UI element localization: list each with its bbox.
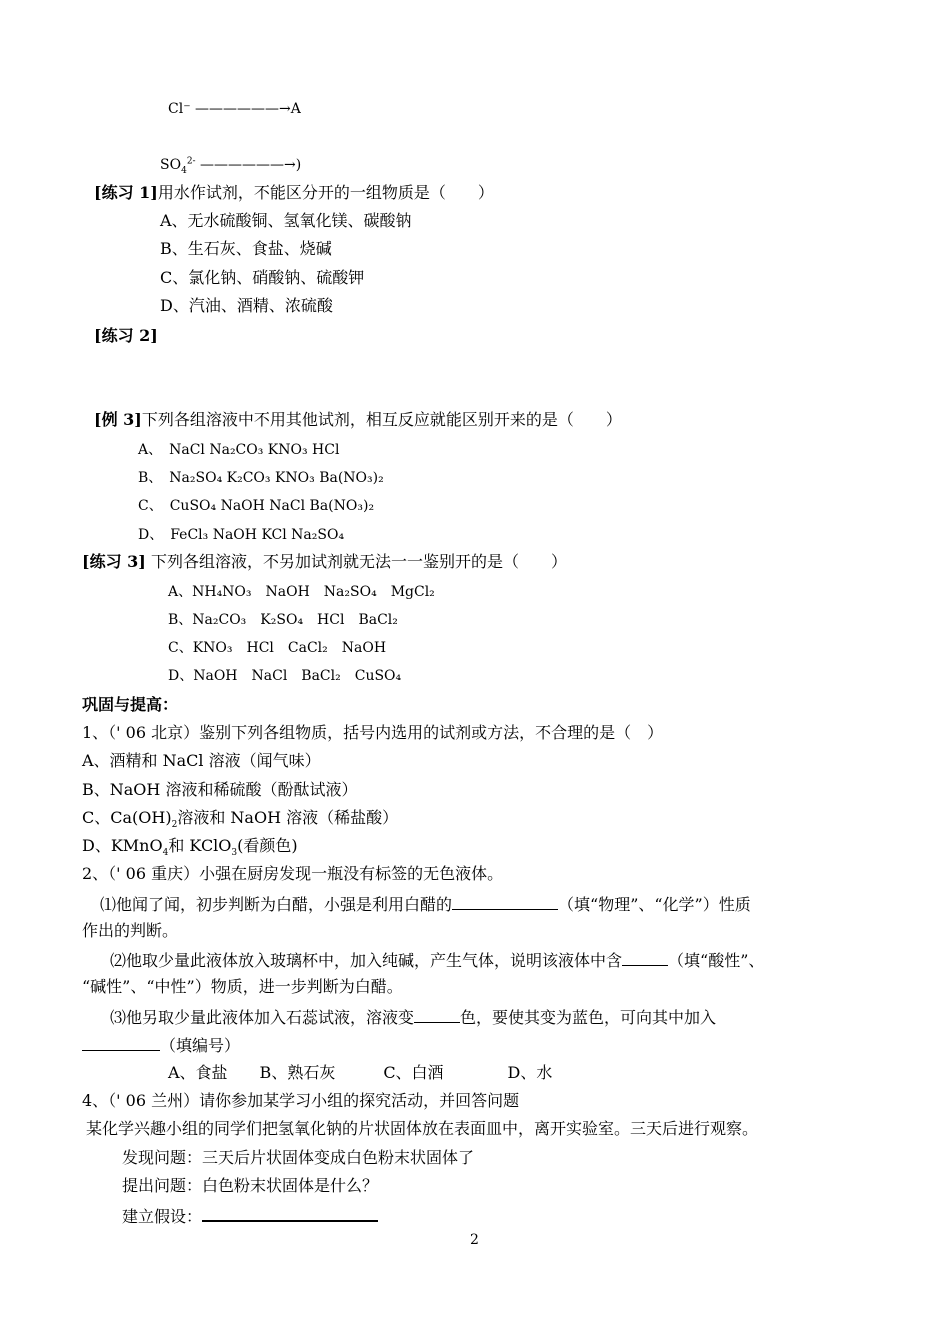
question-2-part-2-cont: “碱性”、“中性”）物质，进一步判断为白醋。 [82,977,403,996]
example-3-option-b: B、 Na₂SO₄ K₂CO₃ KNO₃ Ba(NO₃)₂ [138,470,384,486]
question-1-stem: 1、（' 06 北京）鉴别下列各组物质，括号内选用的试剂或方法，不合理的是（ ） [82,723,664,742]
section-heading: 巩固与提高： [82,695,179,714]
exercise-1-option-c: C、氯化钠、硝酸钠、硫酸钾 [160,268,365,287]
exercise-1-question: [练习 1]用水作试剂，不能区分开的一组物质是（ ） [94,183,494,202]
question-2-part-1: ⑴他闻了闻，初步判断为白醋，小强是利用白醋的 （填“物理”、“化学”）性质 [100,895,751,914]
question-2-part-3-cont: （填编号） [82,1034,240,1056]
question-4-line-1: 发现问题：三天后片状固体变成白色粉末状固体了 [122,1148,475,1167]
exercise-2-heading: [练习 2] [94,326,158,345]
example-3-option-a: A、 NaCl Na₂CO₃ KNO₃ HCl [138,442,340,458]
exercise-1-option-b: B、生石灰、食盐、烧碱 [160,239,332,258]
blank-2[interactable] [622,949,668,966]
exercise-3-option-a: A、NH₄NO₃ NaOH Na₂SO₄ MgCl₂ [168,584,435,600]
exercise-1-option-d: D、汽油、酒精、浓硫酸 [160,296,333,315]
question-1-option-c: C、$Ca(OH)_2$溶液和 NaOH 溶液（稀盐酸） [82,808,399,831]
exercise-1-option-a: A、无水硫酸铜、氢氧化镁、碳酸钠 [160,211,412,230]
question-4-line-2: 提出问题：白色粉末状固体是什么？ [122,1176,379,1195]
example-3-question: [例 3]下列各组溶液中不用其他试剂，相互反应就能区别开来的是（ ） [94,410,622,429]
question-4-intro: 某化学兴趣小组的同学们把氢氧化钠的片状固体放在表面皿中，离开实验室。三天后进行观察。 [86,1119,759,1138]
question-1-option-a: A、酒精和 NaCl 溶液（闻气味） [82,751,321,770]
so4-arrow-line: $SO_4^{2-}$ ——————→) [160,156,302,176]
example-3-option-d: D、 FeCl₃ NaOH KCl Na₂SO₄ [138,527,345,543]
cl-arrow-line: Cl⁻ ——————→A [168,101,301,117]
blank-3[interactable] [414,1006,460,1023]
page-number: 2 [470,1232,479,1248]
example-3-option-c: C、 CuSO₄ NaOH NaCl Ba(NO₃)₂ [138,498,375,514]
exercise-3-question: [练习 3] 下列各组溶液，不另加试剂就无法一一鉴别开的是（ ） [82,552,567,571]
exercise-3-option-c: C、KNO₃ HCl CaCl₂ NaOH [168,640,387,656]
question-2-options: A、食盐 B、熟石灰 C、白酒 D、水 [168,1063,553,1082]
question-2-part-1-cont: 作出的判断。 [82,921,179,940]
question-1-option-b: B、NaOH 溶液和稀硫酸（酚酞试液） [82,780,358,799]
hypothesis-blank[interactable] [202,1204,378,1222]
question-2-part-3: ⑶他另取少量此液体加入石蕊试液，溶液变 色，要使其变为蓝色，可向其中加入 [110,1008,717,1027]
exercise-3-option-d: D、NaOH NaCl BaCl₂ CuSO₄ [168,668,402,684]
blank-4[interactable] [82,1034,160,1051]
question-4-line-3: 建立假设： [122,1204,378,1227]
question-2-part-2: ⑵他取少量此液体放入玻璃杯中，加入纯碱，产生气体，说明该液体中含 （填“酸性”、 [110,951,765,970]
question-1-option-d: D、KMnO$_4$和 KClO$_3$(看颜色) [82,836,298,859]
question-2-stem: 2、（' 06 重庆）小强在厨房发现一瓶没有标签的无色液体。 [82,864,504,883]
exercise-3-option-b: B、Na₂CO₃ K₂SO₄ HCl BaCl₂ [168,612,398,628]
blank-1[interactable] [452,893,558,910]
question-4-stem: 4、（' 06 兰州）请你参加某学习小组的探究活动，并回答问题 [82,1091,520,1110]
